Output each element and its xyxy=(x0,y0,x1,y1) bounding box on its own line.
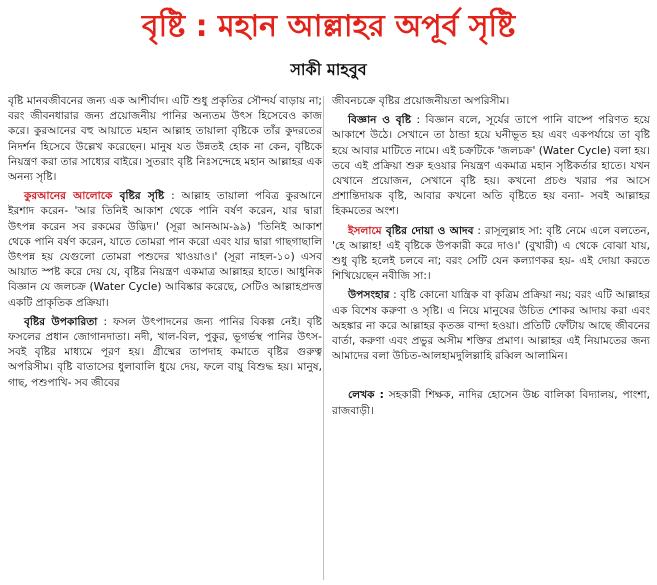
islam-body: : রাসূলুল্লাহ সা: বৃষ্টি নেমে এলে বলতেন, 'হে আল্লাহ! এই বৃষ্টিকে উপকারী করে দাও।' (বুখারী) এ থেকে বোঝা যায়, শুধু বৃষ্টি হলেই চলবে না; বরং সেটি যেন কল্যাণকর হয়- এই দোয়া করতে শিখিয়েছেন নবীজি সা:। xyxy=(332,224,650,283)
islam-heading-part-a: ইসলামে xyxy=(348,224,382,237)
islam-heading-part-b: বৃষ্টির দোয়া ও আদব xyxy=(381,224,474,237)
column-divider xyxy=(323,96,324,580)
quran-section xyxy=(8,189,322,311)
intro-paragraph: বৃষ্টি মানবজীবনের জন্য এক আশীর্বাদ। এটি শুধু প্রকৃতির সৌন্দর্য বাড়ায় না; বরং জীবনধারার জন্য প্রয়োজনীয় পানির অন্যতম উৎস হিসেবেও কাজ করে। কুরআনের বহু আয়াতে মহান আল্লাহ তায়ালা বৃষ্টিকে তাঁর কুদরতের নিদর্শন হিসেবে উল্লেখ করেছেন। মানুষ যত উন্নতই হোক না কেন, বৃষ্টিকে নিয়ন্ত্রণ করা তার সাধ্যের বাইরে। সুতরাং বৃষ্টি নিঃসন্দেহে মহান আল্লাহর এক অনন্য সৃষ্টি। xyxy=(8,95,322,184)
conclusion-body: : বৃষ্টি কোনো যান্ত্রিক বা কৃত্রিম প্রক্রিয়া নয়; বরং এটি আল্লাহর এক বিশেষ করুণা ও সৃষ্টি। এ নিয়ে মানুষের উচিত শোকর আদায় করা এবং অহঙ্কার না করে আল্লাহর কৃতজ্ঞ বান্দা হওয়া। প্রতিটি ফোঁটায় আছে জীবনের বার্তা, করুণা এবং প্রভুর অসীম শক্তির প্রমাণ। আল্লাহর এই নিয়ামতের জন্য আমাদের বলা উচিত-আলহামদুলিল্লাহি রব্বিল আলামিন। xyxy=(332,289,650,363)
conclusion-heading: উপসংহার xyxy=(348,289,390,302)
writer-byline xyxy=(332,388,650,418)
science-body: : বিজ্ঞান বলে, সূর্যের তাপে পানি বাষ্পে পরিণত হয়ে আকাশে উঠে। সেখানে তা ঠান্ডা হয়ে ঘনীভূত হয় এবং একপর্যায়ে তা বৃষ্টি হয়ে আবার মাটিতে নামে। এই চক্রটিকে 'জলচক্র' (Water Cycle) বলা হয়। তবে এই প্রক্রিয়া শুরু হওয়ার নিয়ন্ত্রণ একমাত্র মহান সৃষ্টিকর্তার হাতে। যখন যেখানে প্রয়োজন, সেখানে বৃষ্টি হয়। কখনো প্রচণ্ড খরার পর আসে প্রশান্তিদায়ক বৃষ্টি, আবার কখনো অতি বৃষ্টিতে হয় বন্যা- সবই আল্লাহর হিকমতের অংশ। xyxy=(332,114,650,218)
islam-section xyxy=(332,224,650,285)
quran-heading-part-a: কুরআনের আলোকে xyxy=(24,190,113,203)
article-author: সাকী মাহবুব xyxy=(290,60,367,79)
benefit-section xyxy=(8,315,322,391)
article-title: বৃষ্টি : মহান আল্লাহর অপূর্ব সৃষ্টি xyxy=(141,9,516,44)
continuation-paragraph: জীবনচক্রে বৃষ্টির প্রয়োজনীয়তা অপরিসীম। xyxy=(332,95,510,107)
quran-heading-part-b: বৃষ্টির সৃষ্টি xyxy=(112,190,165,203)
science-section xyxy=(332,113,650,219)
benefit-body: : ফসল উৎপাদনের জন্য পানির বিকল্প নেই। বৃষ্টি ফসলের প্রধান জোগানদাতা। নদী, খাল-বিল, পুকুর, ভূগর্ভস্থ পানির উৎস- সবই বৃষ্টির মাধ্যমে পূরণ হয়। গ্রীষ্মের তাপদাহ কমাতে বৃষ্টির গুরুত্ব অপরিসীম। বৃষ্টি বাতাসের ধুলাবালি ধুয়ে দেয়, ফলে বায়ু বিশুদ্ধ হয়। মানুষ, গাছ, পশুপাখি- সব জীবের xyxy=(8,315,322,389)
writer-body: সহকারী শিক্ষক, নাদির হোসেন উচ্চ বালিকা বিদ্যালয়, পাংশা, রাজবাড়ী। xyxy=(332,389,650,417)
writer-label: লেখক : xyxy=(348,389,384,402)
benefit-heading: বৃষ্টির উপকারিতা xyxy=(24,315,98,328)
quran-body: : আল্লাহ তায়ালা পবিত্র কুরআনে ইরশাদ করেন- 'আর তিনিই আকাশ থেকে পানি বর্ষণ করেন, যার দ্বারা উৎপন্ন করেন সব রকমের উদ্ভিদ।' (সূরা আনআম-৯৯) 'তিনিই আকাশ থেকে পানি বর্ষণ করেন, যাতে তোমরা পান করো এবং যার দ্বারা গাছগাছালি উৎপন্ন হয় যেগুলো তোমরা পশুদের খাওয়াও।' (সূরা নাহল-১০) এসব আয়াত স্পষ্ট করে দেয় যে, বৃষ্টির নিয়ন্ত্রণ একমাত্র আল্লাহর হাতে। আধুনিক বিজ্ঞান যে জলচক্র (Water Cycle) আবিষ্কার করেছে, সেটিও আল্লাহপ্রদত্ত একটি প্রাকৃতিক প্রক্রিয়া। xyxy=(8,190,322,309)
conclusion-section xyxy=(332,288,650,364)
left-column xyxy=(8,94,322,582)
science-heading: বিজ্ঞান ও বৃষ্টি xyxy=(348,114,412,127)
right-column xyxy=(332,94,650,582)
